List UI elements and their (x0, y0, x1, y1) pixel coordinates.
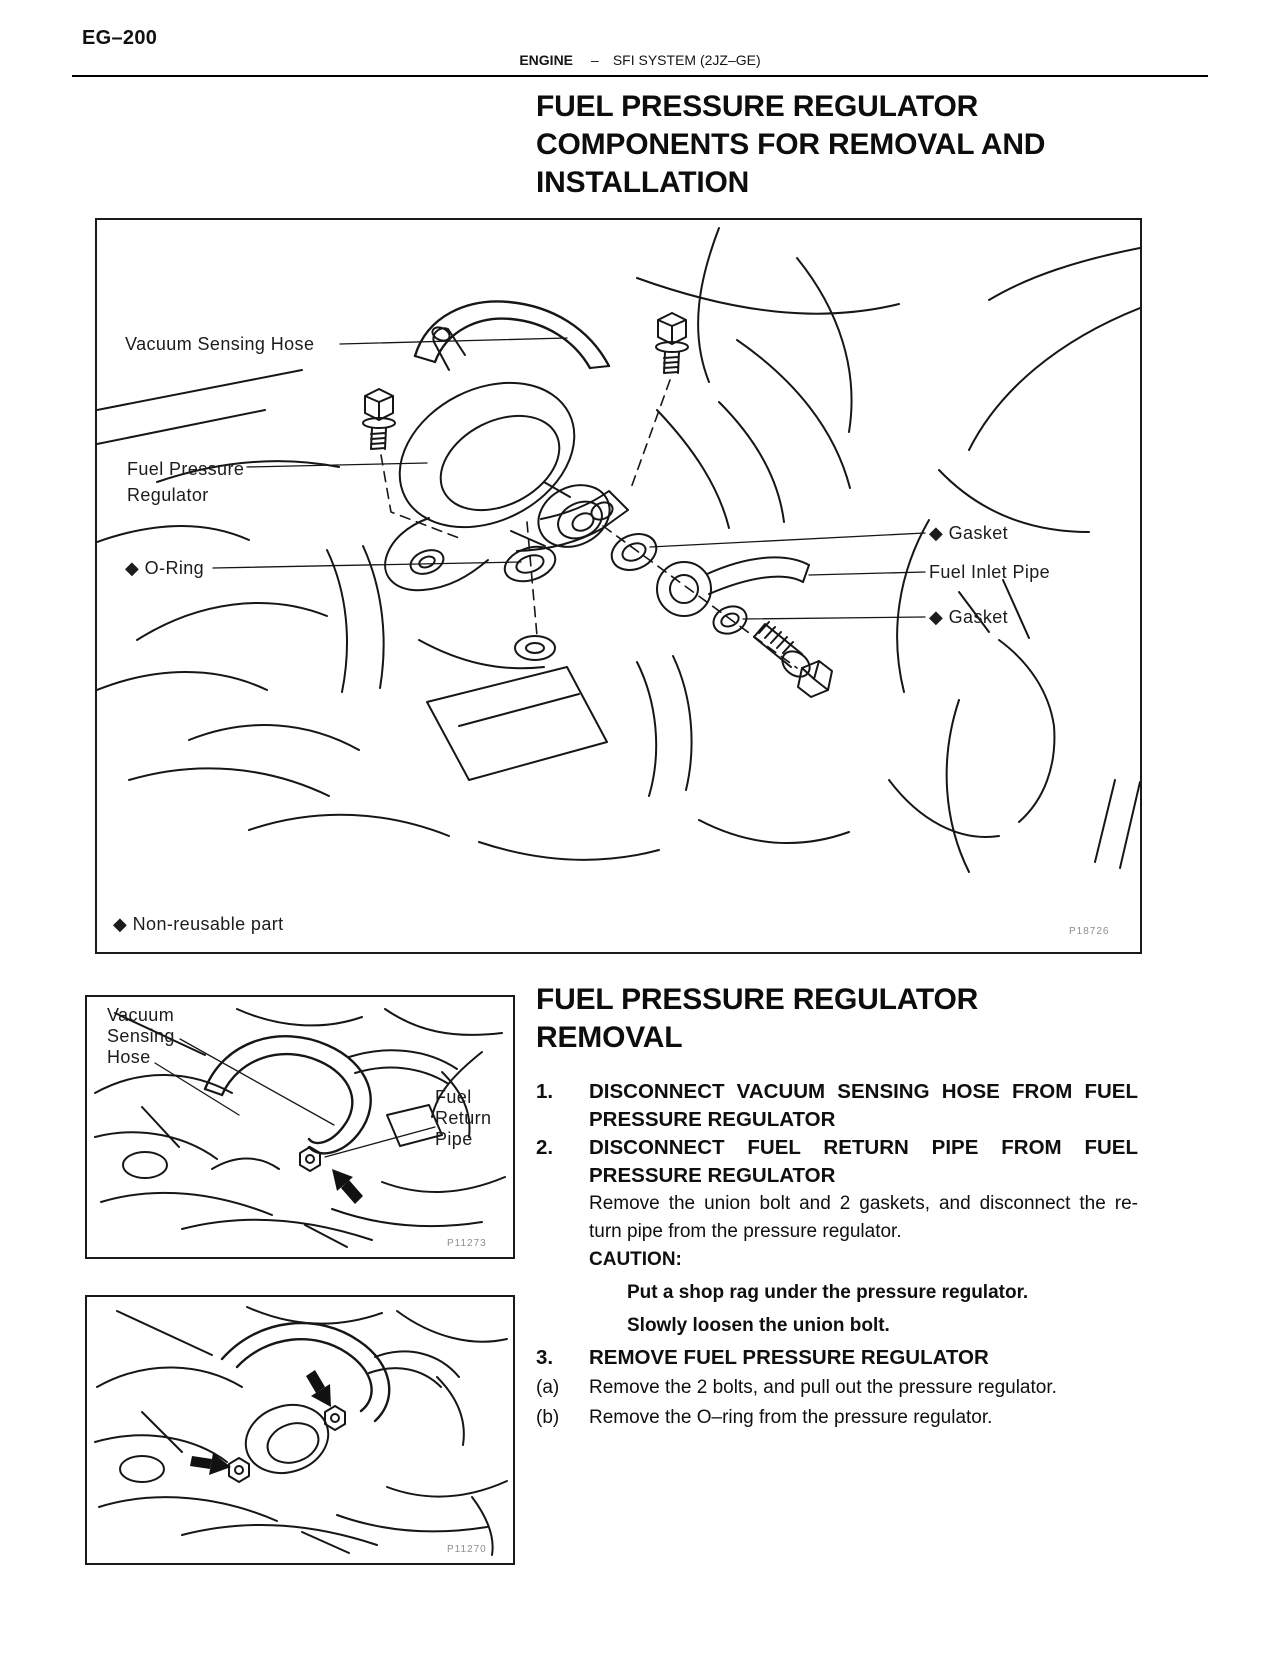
title-line: INSTALLATION (536, 166, 750, 199)
hose-drawing (222, 1323, 459, 1421)
step-line (536, 1106, 1138, 1134)
header-rule (72, 75, 1208, 77)
part-label-line: Fuel (435, 1087, 472, 1107)
part-label-vacuum-sensing-hose (107, 1005, 175, 1068)
step-line (536, 1078, 1138, 1106)
part-label-line: Regulator (127, 485, 209, 505)
title-line: FUEL PRESSURE REGULATOR (536, 90, 979, 123)
title-line: FUEL PRESSURE REGULATOR (536, 983, 979, 1016)
leader-lines (155, 1039, 435, 1157)
step-marker (536, 1218, 589, 1246)
title-line: REMOVAL (536, 1021, 683, 1054)
caution-line (536, 1312, 1138, 1340)
gasket-drawing (709, 602, 750, 639)
step-text: Slowly loosen the union bolt. (627, 1315, 890, 1336)
engine-background-lines (97, 228, 1140, 872)
step-marker (536, 1246, 589, 1274)
figure-code: P11270 (447, 1544, 487, 1555)
fuel-pressure-regulator-drawing (375, 325, 628, 660)
caution-line (536, 1279, 1138, 1307)
substep-text: Remove the O–ring from the pressure regulator. (589, 1407, 993, 1428)
vacuum-hose-location-figure (85, 995, 515, 1259)
exploded-view-figure (95, 218, 1142, 954)
step-text: DISCONNECT VACUUM SENSING HOSE FROM FUEL (589, 1080, 1138, 1103)
step-marker: 3. (536, 1346, 554, 1369)
fuel-pressure-regulator-drawing (237, 1395, 337, 1484)
step-line (536, 1344, 1138, 1372)
figure-code: P18726 (1069, 926, 1110, 937)
substep-text: Remove the 2 bolts, and pull out the pressure regulator. (589, 1377, 1057, 1398)
part-label-fuel-pressure-regulator (127, 456, 244, 508)
part-label-fuel-return-pipe (435, 1087, 491, 1150)
substep-marker: (a) (536, 1377, 560, 1398)
step-text: CAUTION: (589, 1249, 682, 1270)
part-label-fuel-inlet-pipe: Fuel Inlet Pipe (929, 562, 1051, 582)
header-engine-label: ENGINE (519, 52, 574, 68)
part-label-line: Vacuum (107, 1005, 175, 1025)
part-label-o-ring: ◆ O-Ring (125, 558, 205, 578)
step-text: PRESSURE REGULATOR (589, 1164, 836, 1187)
engine-background-lines (95, 1307, 507, 1555)
step-text: Remove the union bolt and 2 gaskets, and disconnect the re- (589, 1193, 1138, 1214)
gasket-drawing (606, 528, 661, 577)
step-text: Put a shop rag under the pressure regulator. (627, 1282, 1029, 1303)
part-label-gasket-bottom: ◆ Gasket (929, 607, 1009, 627)
union-bolt-drawing (603, 526, 832, 697)
header-separator: – (591, 52, 599, 68)
components-section-title (536, 88, 1045, 202)
regulator-bolts-location-figure (85, 1295, 515, 1565)
step-marker (536, 1106, 589, 1134)
union-bolt-drawing (300, 1147, 320, 1171)
vacuum-sensing-hose-drawing (205, 1036, 457, 1153)
arrow-icon (332, 1169, 363, 1204)
part-label-gasket-top: ◆ Gasket (929, 523, 1009, 543)
removal-steps (536, 1078, 1138, 1432)
substep-line (536, 1374, 1138, 1402)
step-marker (536, 1279, 589, 1307)
step-text: turn pipe from the pressure regulator. (589, 1221, 902, 1242)
step-marker (536, 1190, 589, 1218)
step-text: PRESSURE REGULATOR (589, 1108, 836, 1131)
engine-bay-drawing (87, 1297, 513, 1563)
part-label-line: Fuel Pressure (127, 459, 245, 479)
step-marker (536, 1312, 589, 1340)
header-section-label: SFI SYSTEM (2JZ–GE) (612, 52, 761, 68)
arrow-icon (306, 1370, 331, 1407)
mounting-bolt-drawing (631, 313, 688, 488)
page-header (0, 52, 1280, 68)
step-line (536, 1162, 1138, 1190)
part-label-line: Return (435, 1108, 492, 1128)
step-marker (536, 1162, 589, 1190)
step-marker: 2. (536, 1136, 554, 1159)
legend-non-reusable: ◆ Non-reusable part (113, 914, 284, 934)
step-text: REMOVE FUEL PRESSURE REGULATOR (589, 1346, 989, 1369)
step-line (536, 1218, 1138, 1246)
vacuum-sensing-hose-drawing (415, 301, 609, 368)
substep-marker: (b) (536, 1407, 560, 1428)
page-number: EG–200 (82, 27, 158, 49)
part-label-line: Sensing (107, 1026, 175, 1046)
caution-heading (536, 1246, 1138, 1274)
part-label-line: Pipe (435, 1129, 473, 1149)
part-label-line: Hose (107, 1047, 151, 1067)
step-text: DISCONNECT FUEL RETURN PIPE FROM FUEL (589, 1136, 1138, 1159)
exploded-diagram-drawing (97, 220, 1140, 952)
title-line: COMPONENTS FOR REMOVAL AND (536, 128, 1046, 161)
leader-lines (213, 338, 925, 619)
arrow-icon (190, 1453, 231, 1475)
figure-code: P11273 (447, 1238, 487, 1249)
removal-section-title (536, 981, 978, 1057)
part-label-vacuum-sensing-hose: Vacuum Sensing Hose (125, 334, 315, 354)
step-line (536, 1134, 1138, 1162)
step-marker: 1. (536, 1080, 554, 1103)
substep-line (536, 1404, 1138, 1432)
step-line (536, 1190, 1138, 1218)
